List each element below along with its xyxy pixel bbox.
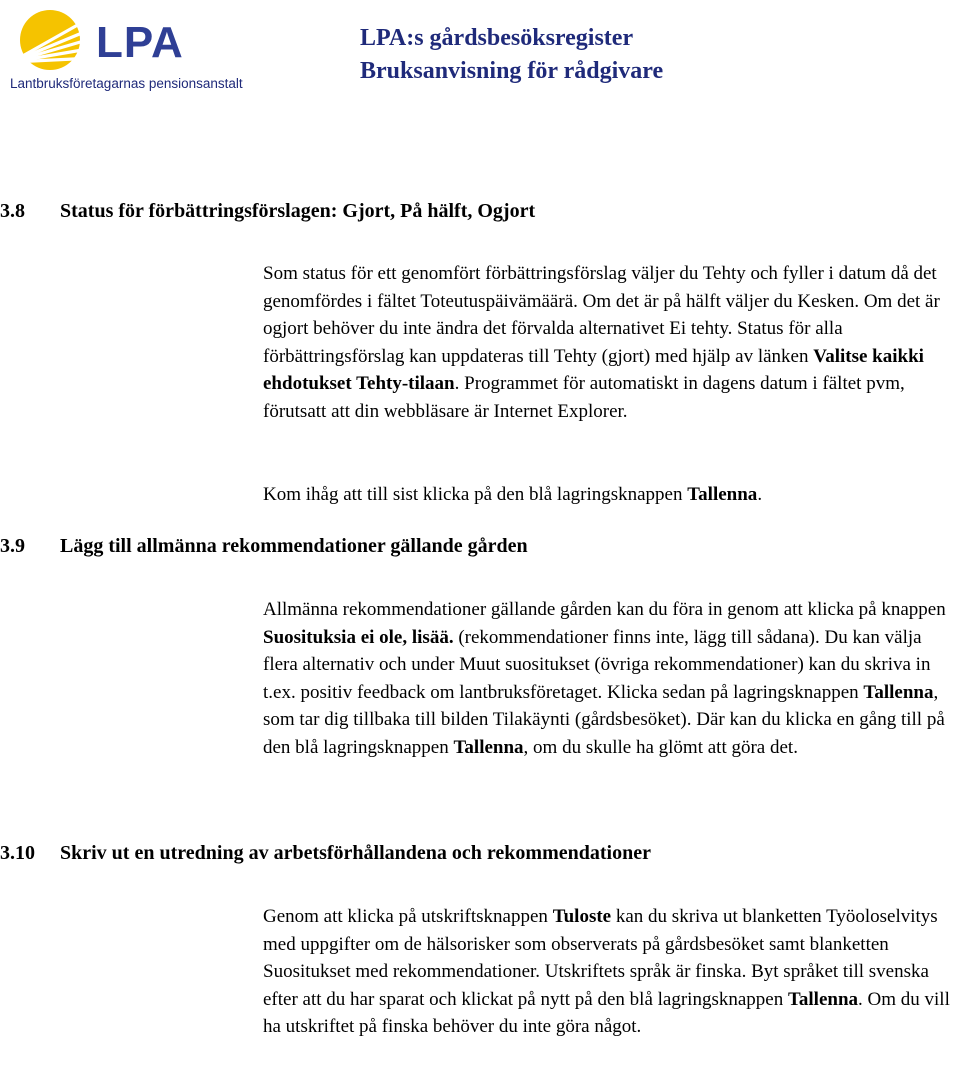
button-name-tallenna: Tallenna	[863, 681, 934, 703]
link-name-select-all: Valitse kaikki ehdotukset Tehty-tilaan	[263, 345, 924, 394]
section-title: Status för förbättringsförslagen: Gjort, På hälft, Ogjort	[60, 200, 536, 222]
paragraph-text: , som tar dig tillbaka till bilden Tilakäynti (gårdsbesöket). Där kan du klicka en gång till på den blå lagringsknappen	[263, 681, 945, 758]
button-name-suosituksia: Suosituksia ei ole, lisää.	[263, 626, 454, 648]
paragraph-text: .	[757, 484, 763, 505]
paragraph-text: . Programmet för automatiskt in dagens datum i fältet pvm, förutsatt att din webbläsare är Internet Explorer.	[263, 373, 905, 422]
paragraph-text: Som status för ett genomfört förbättringsförslag väljer du Tehty och fyller i datum då det genomfördes i fältet Toteutuspäivämäärä. Om det är på hälft väljer du Kesken. Om det är ogjort behöver du inte ändra det förvalda alternativet Ei tehty. Status för alla förbättringsförslag kan uppdateras till Tehty (gjort) med hjälp av länken	[263, 263, 940, 367]
document-header	[360, 22, 663, 88]
section-number: 3.9	[0, 535, 25, 557]
button-name-tallenna: Tallenna	[687, 484, 758, 505]
paragraph-text: kan du skriva ut blanketten Työoloselvitys med uppgifter om de hälsorisker som observerats på gårdsbesöket samt blanketten Suositukset med rekommendationer. Utskriftets språk är finska. Byt språket till svenska efter att du har sparat och klickat på nytt på den blå lagringsknappen	[263, 906, 938, 1010]
paragraph-text: (rekommendationer finns inte, lägg till sådana). Du kan välja flera alternativ och under Muut suositukset (övriga rekommendationer) kan du skriva in t.ex. positiv feedback om lantbruksföretaget. Klicka sedan på lagringsknappen	[263, 626, 931, 703]
logo-tagline: Lantbruksföretagarnas pensionsanstalt	[10, 76, 243, 91]
paragraph-text: , om du skulle ha glömt att göra det.	[523, 736, 798, 758]
header-title: LPA:s gårdsbesöksregister	[360, 25, 634, 51]
paragraph	[263, 481, 960, 509]
paragraph-text: Genom att klicka på utskriftsknappen	[263, 906, 553, 927]
header-subtitle: Bruksanvisning för rådgivare	[360, 58, 664, 84]
button-name-tallenna: Tallenna	[787, 988, 859, 1010]
logo-wordmark: LPA	[96, 18, 184, 67]
paragraph	[263, 903, 960, 1041]
section-number: 3.10	[0, 842, 35, 864]
section-title: Skriv ut en utredning av arbetsförhållandena och rekommendationer	[60, 842, 651, 864]
paragraph	[263, 596, 960, 761]
button-name-tuloste: Tuloste	[552, 906, 612, 927]
section-number: 3.8	[0, 200, 25, 222]
paragraph	[263, 260, 960, 425]
section-title: Lägg till allmänna rekommendationer gällande gården	[60, 535, 528, 557]
paragraph-text: Allmänna rekommendationer gällande gården kan du föra in genom att klicka på knappen	[263, 599, 946, 620]
paragraph-text: Kom ihåg att till sist klicka på den blå lagringsknappen	[263, 484, 688, 505]
paragraph-text: . Om du vill ha utskriftet på finska behöver du inte göra något.	[263, 988, 950, 1037]
button-name-tallenna: Tallenna	[453, 736, 524, 758]
lpa-logo	[8, 4, 288, 96]
sun-logo-icon	[8, 4, 94, 74]
